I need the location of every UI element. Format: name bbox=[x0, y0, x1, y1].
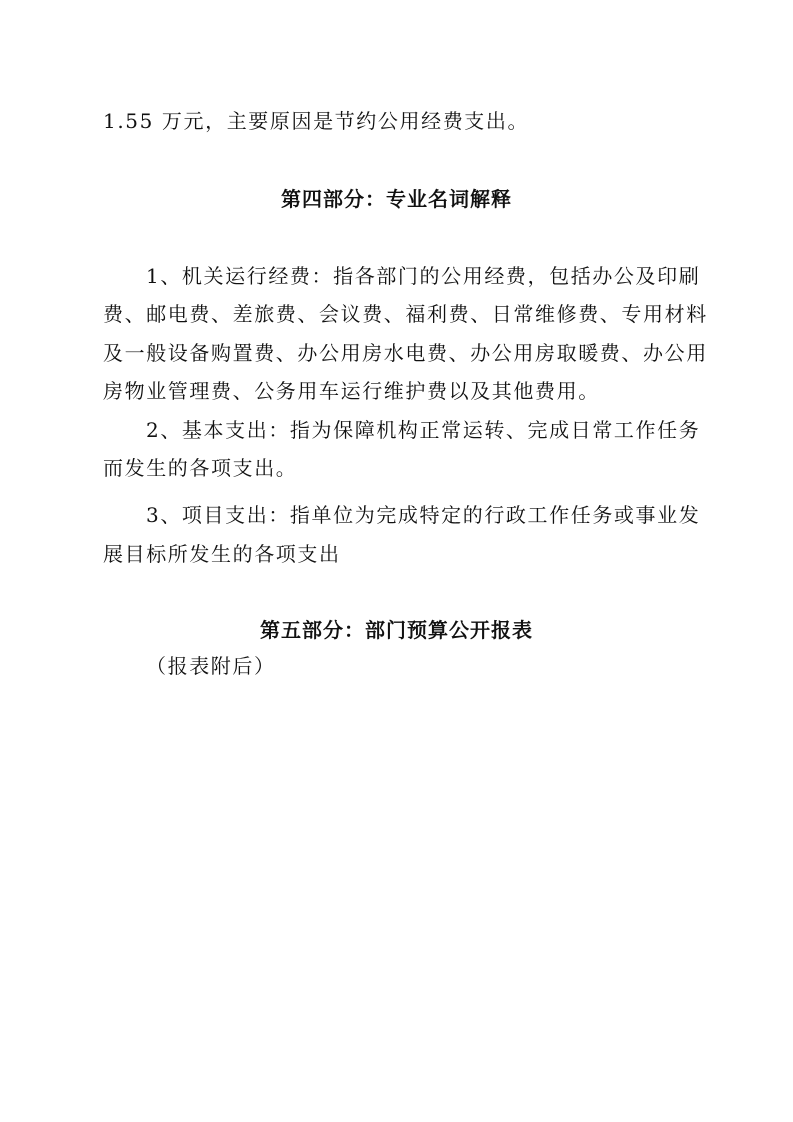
paragraph-line: 而发生的各项支出。 bbox=[103, 456, 298, 480]
paragraph-line: 1、机关运行经费：指各部门的公用经费，包括办公及印刷 bbox=[146, 264, 701, 288]
paragraph-line: 2、基本支出：指为保障机构正常运转、完成日常工作任务 bbox=[146, 418, 701, 442]
paragraph-line: 3、项目支出：指单位为完成特定的行政工作任务或事业发 bbox=[146, 503, 701, 527]
section4-heading: 第四部分：专业名词解释 bbox=[281, 187, 512, 211]
paragraph-line: 及一般设备购置费、办公用房水电费、办公用房取暖费、办公用 bbox=[103, 341, 708, 365]
intro-line: 1.55 万元，主要原因是节约公用经费支出。 bbox=[103, 109, 530, 133]
paragraph-line: 费、邮电费、差旅费、会议费、福利费、日常维修费、专用材料 bbox=[103, 302, 708, 326]
paragraph-line: 房物业管理费、公务用车运行维护费以及其他费用。 bbox=[103, 379, 600, 403]
paragraph-line: 展目标所发生的各项支出 bbox=[103, 542, 341, 566]
attachment-note: （报表附后） bbox=[146, 654, 276, 678]
section5-heading: 第五部分：部门预算公开报表 bbox=[260, 618, 533, 642]
